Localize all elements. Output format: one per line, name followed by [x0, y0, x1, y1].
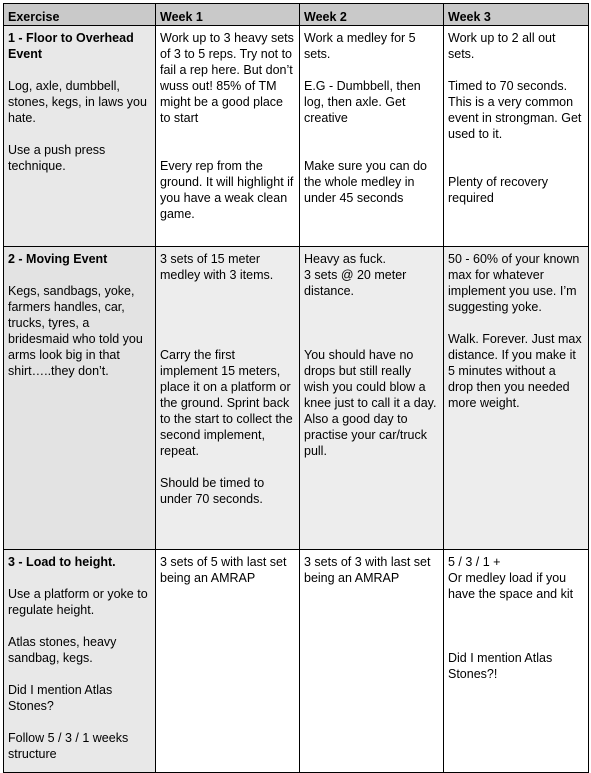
- table-row: [4, 550, 589, 773]
- week-note: Heavy as fuck. 3 sets @ 20 meter distance.: [304, 252, 407, 298]
- week-2-cell: [300, 26, 444, 247]
- exercise-note: Follow 5 / 3 / 1 weeks structure: [8, 731, 129, 761]
- exercise-title: 3 - Load to height.: [8, 555, 116, 569]
- week-2-cell: [300, 247, 444, 550]
- exercise-note: Kegs, sandbags, yoke, farmers handles, car, trucks, tyres, a bridesmaid who told you arms look big in that shirt…..they don’t.: [8, 284, 143, 378]
- week-note: Work up to 3 heavy sets of 3 to 5 reps. Try not to fail a rep here. But don’t wuss out! 85% of TM might be a good place to start: [160, 31, 294, 125]
- header-week-3: Week 3: [444, 4, 589, 26]
- header-row: [4, 4, 589, 26]
- exercise-title: 1 - Floor to Overhead Event: [8, 31, 134, 61]
- week-note: E.G - Dumbbell, then log, then axle. Get creative: [304, 79, 421, 125]
- week-note: Walk. Forever. Just max distance. If you make it 5 minutes without a drop then you needed more weight.: [448, 332, 582, 410]
- week-note: Work up to 2 all out sets.: [448, 31, 556, 61]
- week-note: 3 sets of 5 with last set being an AMRAP: [160, 555, 287, 585]
- exercise-cell: [4, 550, 156, 773]
- exercise-note: Use a push press technique.: [8, 143, 106, 173]
- week-note: 50 - 60% of your known max for whatever implement you use. I’m suggesting yoke.: [448, 252, 580, 314]
- exercise-title: 2 - Moving Event: [8, 252, 108, 266]
- week-note: 3 sets of 15 meter medley with 3 items.: [160, 252, 274, 282]
- week-note: Did I mention Atlas Stones?!: [448, 651, 553, 681]
- exercise-note: Use a platform or yoke to regulate height.: [8, 587, 148, 617]
- week-note: 3 sets of 3 with last set being an AMRAP: [304, 555, 431, 585]
- week-note: You should have no drops but still really wish you could blow a knee just to call it a day. Also a good day to practise your car/truck pull.: [304, 348, 437, 458]
- week-1-cell: [156, 26, 300, 247]
- week-3-cell: [444, 247, 589, 550]
- exercise-cell: [4, 247, 156, 550]
- week-note: Carry the first implement 15 meters, place it on a platform or the ground. Sprint back to the start to collect the second implement, repeat.: [160, 348, 293, 458]
- week-2-cell: [300, 550, 444, 773]
- exercise-note: Atlas stones, heavy sandbag, kegs.: [8, 635, 117, 665]
- week-note: Every rep from the ground. It will highlight if you have a weak clean game.: [160, 159, 294, 221]
- exercise-cell: [4, 26, 156, 247]
- week-1-cell: [156, 247, 300, 550]
- week-note: Plenty of recovery required: [448, 175, 549, 205]
- week-note: Make sure you can do the whole medley in under 45 seconds: [304, 159, 427, 205]
- table-row: [4, 247, 589, 550]
- header-exercise: Exercise: [4, 4, 156, 26]
- header-week-2: Week 2: [300, 4, 444, 26]
- week-3-cell: [444, 550, 589, 773]
- week-note: Work a medley for 5 sets.: [304, 31, 416, 61]
- table-row: [4, 26, 589, 247]
- week-1-cell: [156, 550, 300, 773]
- training-program-table: [3, 3, 589, 773]
- week-3-cell: [444, 26, 589, 247]
- week-note: Should be timed to under 70 seconds.: [160, 476, 265, 506]
- header-week-1: Week 1: [156, 4, 300, 26]
- exercise-note: Log, axle, dumbbell, stones, kegs, in laws you hate.: [8, 79, 147, 125]
- exercise-note: Did I mention Atlas Stones?: [8, 683, 113, 713]
- week-note: Timed to 70 seconds. This is a very common event in strongman. Get used to it.: [448, 79, 582, 141]
- week-note: 5 / 3 / 1 + Or medley load if you have the space and kit: [448, 555, 574, 601]
